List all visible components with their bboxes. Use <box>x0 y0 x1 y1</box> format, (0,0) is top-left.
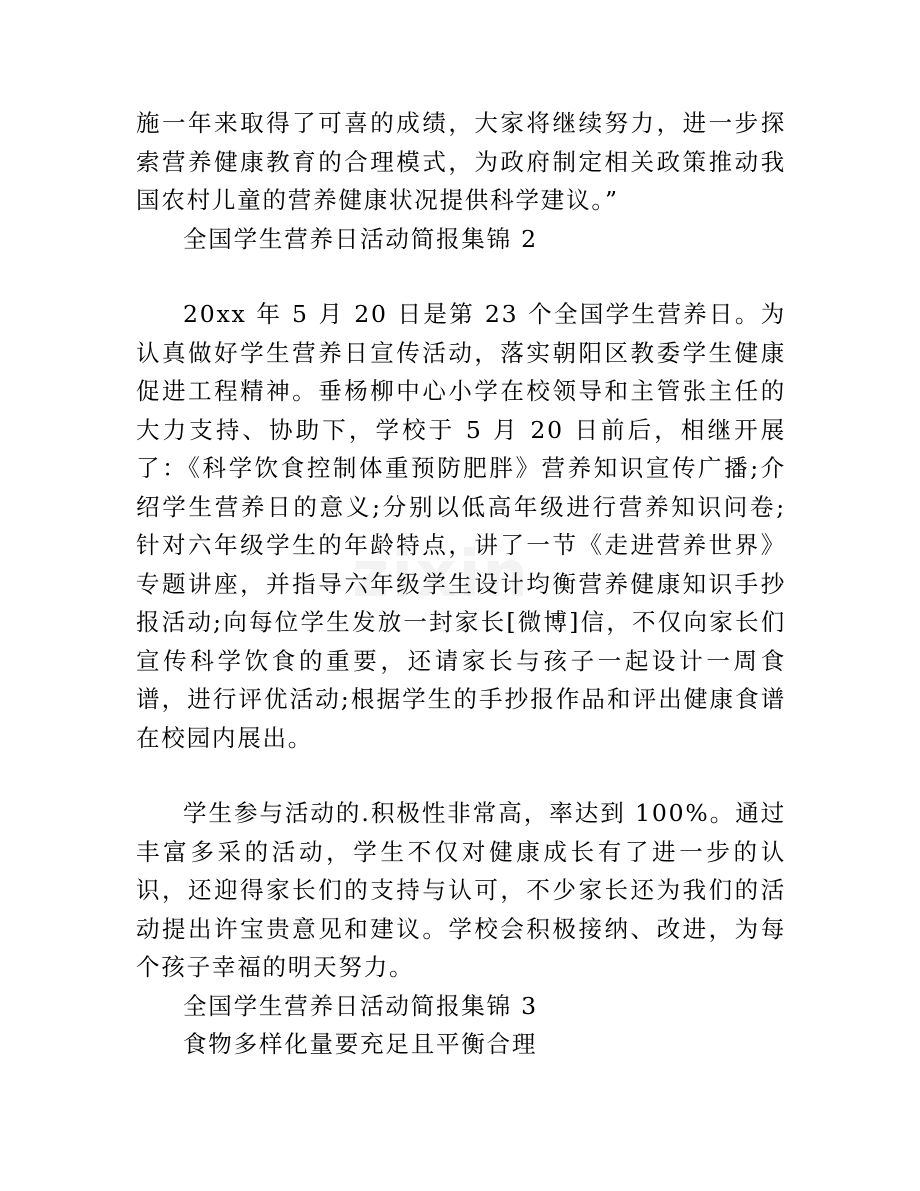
paragraph-subheading: 食物多样化量要充足且平衡合理 <box>183 1030 538 1058</box>
paragraph-event-description: 20xx 年 5 月 20 日是第 23 个全国学生营养日。为认真做好学生营养日宣传活动，落实朝阳区教委学生健康促进工程精神。垂杨柳中心小学在校领导和主管张主任的大力支持、协助下，学校于 5 月 20 日前后，相继开展了：《科学饮食控制体重预防肥胖》营养知识宣传广播;介绍学生营养日的意义;分别以低高年级进行营养知识问卷;针对六年级学生的年龄特点，讲了一节《走进营养世界》专题讲座，并指导六年级学生设计均衡营养健康知识手抄报活动;向每位学生发放一封家长[微博]信，不仅向家长们宣传科学饮食的重要，还请家长与孩子一起设计一周食谱，进行评优活动;根据学生的手抄报作品和评出健康食谱在校园内展出。 <box>136 300 786 752</box>
section-heading-2: 全国学生营养日活动简报集锦 2 <box>183 224 538 253</box>
paragraph-continuation: 施一年来取得了可喜的成绩，大家将继续努力，进一步探索营养健康教育的合理模式，为政府制定相关政策推动我国农村儿童的营养健康状况提供科学建议。” <box>136 109 786 214</box>
section-heading-3: 全国学生营养日活动简报集锦 3 <box>183 991 538 1020</box>
document-body <box>136 104 786 1064</box>
paragraph-event-results: 学生参与活动的.积极性非常高，率达到 100%。通过丰富多采的活动，学生不仅对健康成长有了进一步的认识，还迎得家长们的支持与认可，不少家长还为我们的活动提出许宝贵意见和建议。学校会积极接纳、改进，为每个孩子幸福的明天努力。 <box>136 799 786 981</box>
